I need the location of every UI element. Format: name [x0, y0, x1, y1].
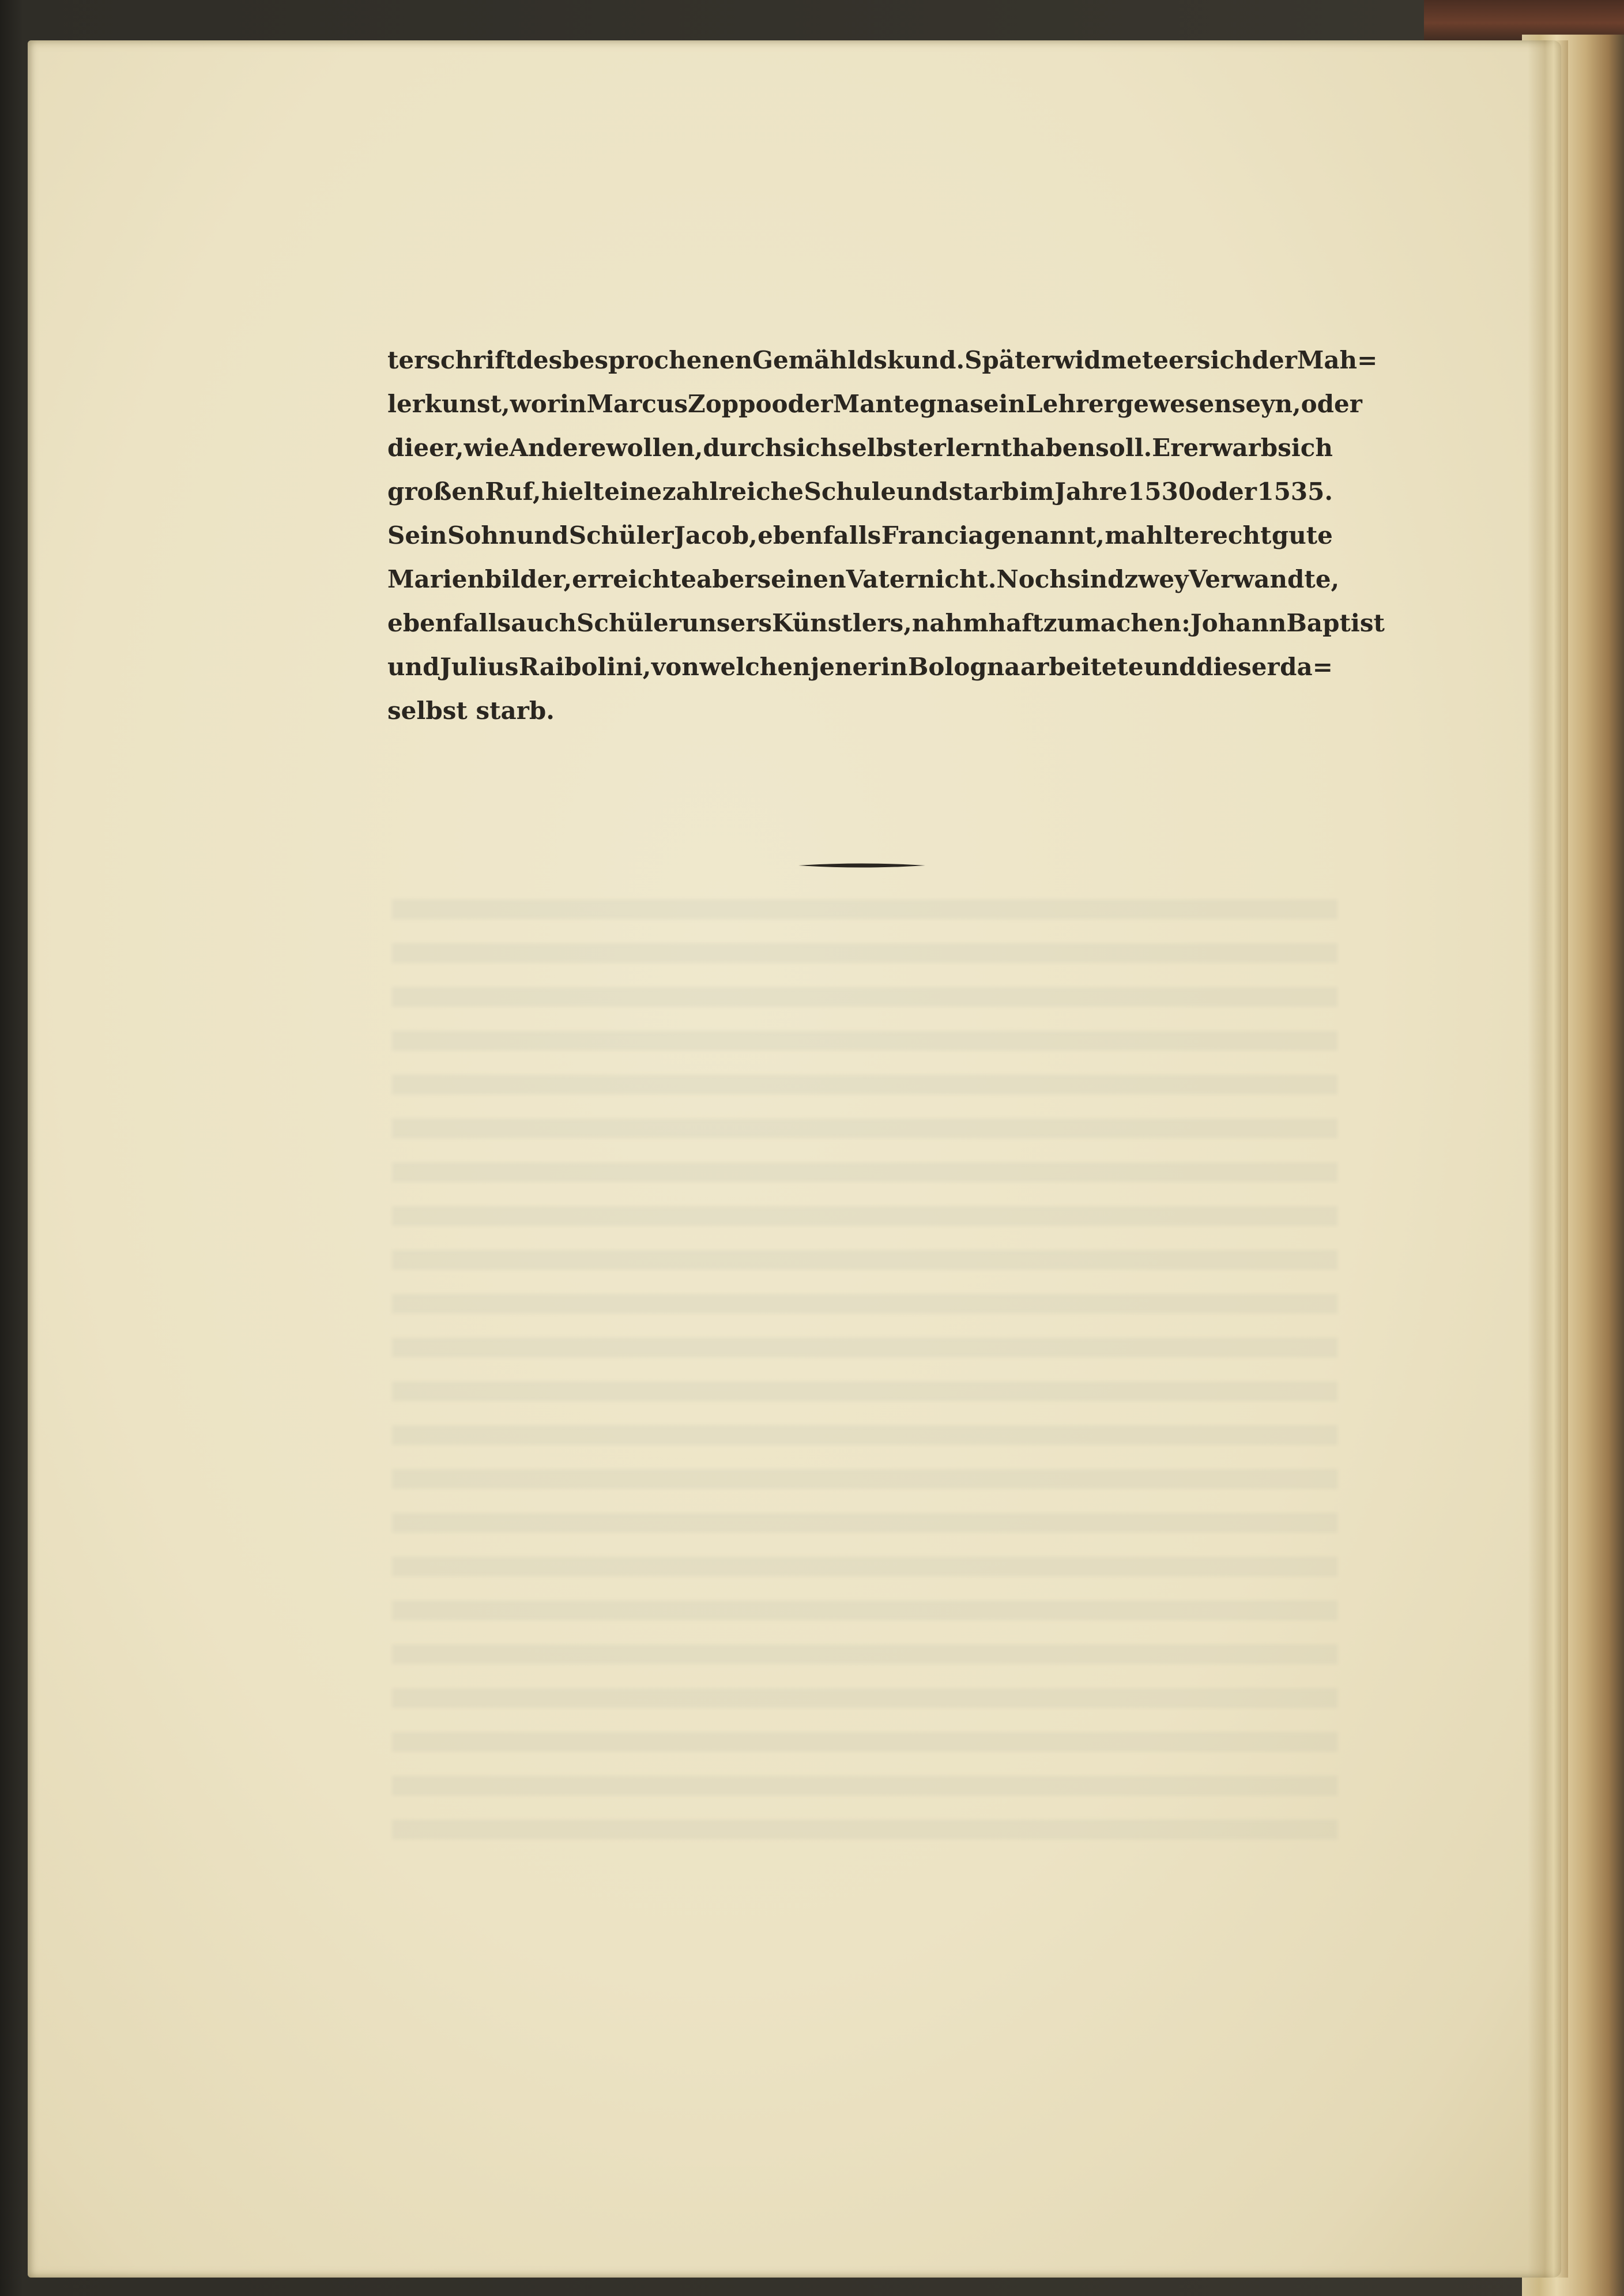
text-word: und: [387, 653, 440, 681]
text-word: Später: [964, 346, 1054, 374]
text-line: [387, 346, 1378, 390]
text-line: [387, 653, 1333, 697]
text-word: wollen,: [606, 434, 703, 462]
text-word: Vater: [846, 565, 918, 593]
text-word: Lehrer: [1026, 390, 1117, 418]
text-word: seinen: [757, 565, 846, 593]
text-word: selbst: [838, 434, 918, 462]
text-word: genannt,: [984, 521, 1105, 549]
text-word: recht: [1200, 521, 1272, 549]
text-word: großen: [387, 477, 485, 506]
text-word: welchen: [699, 653, 811, 681]
text-word: da=: [1280, 653, 1333, 681]
text-word: auch: [511, 609, 577, 637]
text-word: Francia: [881, 521, 984, 549]
tapered-rule-ornament-icon: [798, 861, 925, 870]
text-word: Mah=: [1297, 346, 1378, 374]
text-word: seyn,: [1231, 390, 1301, 418]
text-word: Baptist: [1286, 609, 1385, 637]
text-word: Schüler: [576, 609, 681, 637]
text-word: zahlreiche: [662, 477, 804, 506]
text-word: Mantegna: [832, 390, 970, 418]
text-word: Sohn: [447, 521, 517, 549]
text-word: des: [516, 346, 563, 374]
text-word: arbeitete: [1020, 653, 1144, 681]
text-word: Er: [1152, 434, 1184, 462]
body-text: [387, 346, 1385, 740]
text-line: [387, 609, 1385, 653]
text-word: haben: [1012, 434, 1096, 462]
text-word: nahmhaft: [911, 609, 1043, 637]
text-word: und: [896, 477, 949, 506]
text-word: und: [1144, 653, 1196, 681]
text-word: und: [516, 521, 569, 549]
text-word: terschrift: [387, 346, 517, 374]
text-word: Johann: [1190, 609, 1287, 637]
text-word: Ruf,: [485, 477, 541, 506]
text-word: Julius: [439, 653, 519, 681]
text-word: Sein: [387, 521, 447, 549]
text-word: zu: [1043, 609, 1075, 637]
text-word: im: [1019, 477, 1054, 506]
text-word: die: [387, 434, 429, 462]
text-word: selbst: [387, 697, 468, 725]
text-word: nicht.: [917, 565, 997, 593]
text-word: in: [880, 653, 908, 681]
text-word: dieser: [1196, 653, 1280, 681]
text-line: [387, 390, 1362, 434]
text-word: sein: [970, 390, 1026, 418]
text-word: Verwandte,: [1188, 565, 1340, 593]
text-word: unsers: [681, 609, 773, 637]
text-word: Bologna: [907, 653, 1020, 681]
text-word: oder: [1301, 390, 1362, 418]
text-word: Schule: [804, 477, 896, 506]
text-word: Schüler: [568, 521, 674, 549]
text-word: Künstlers,: [772, 609, 912, 637]
text-line: [387, 434, 1333, 477]
text-word: lerkunst,: [387, 390, 510, 418]
text-word: Raibolini,: [518, 653, 651, 681]
text-word: sind: [1067, 565, 1125, 593]
text-word: kund.: [887, 346, 965, 374]
text-word: oder: [771, 390, 833, 418]
text-word: erwarb: [1183, 434, 1278, 462]
text-word: Jahre: [1054, 477, 1128, 506]
bleed-through-text: [392, 899, 1337, 1851]
text-word: erlernt: [918, 434, 1012, 462]
text-word: der: [1252, 346, 1297, 374]
text-word: 1535.: [1257, 477, 1333, 506]
text-word: sich: [1278, 434, 1333, 462]
text-word: oder: [1195, 477, 1257, 506]
text-word: zwey: [1124, 565, 1189, 593]
text-word: ebenfalls: [387, 609, 511, 637]
text-word: eine: [604, 477, 662, 506]
text-word: jener: [811, 653, 881, 681]
text-line: [387, 521, 1333, 565]
text-word: aber: [696, 565, 758, 593]
text-word: machen:: [1075, 609, 1190, 637]
text-word: hielt: [541, 477, 604, 506]
text-line: [387, 697, 1333, 740]
text-line: [387, 477, 1333, 521]
text-word: starb: [948, 477, 1019, 506]
text-word: Marienbilder,: [387, 565, 572, 593]
text-word: wie: [464, 434, 510, 462]
text-word: besprochenen: [562, 346, 753, 374]
text-word: ebenfalls: [758, 521, 881, 549]
page-gutter: [1528, 40, 1568, 2278]
text-word: gute: [1271, 521, 1333, 549]
text-word: Marcus: [586, 390, 688, 418]
text-word: widmete: [1054, 346, 1169, 374]
text-word: mahlte: [1105, 521, 1200, 549]
text-word: worin: [510, 390, 587, 418]
text-word: soll.: [1095, 434, 1152, 462]
text-word: Zoppo: [688, 390, 772, 418]
text-word: er: [1169, 346, 1197, 374]
text-line: [387, 565, 1340, 609]
text-word: von: [651, 653, 699, 681]
text-word: starb.: [476, 697, 555, 725]
text-word: Andere: [509, 434, 606, 462]
text-word: er,: [429, 434, 464, 462]
text-word: 1530: [1128, 477, 1196, 506]
text-word: gewesen: [1116, 390, 1232, 418]
text-word: sich: [782, 434, 838, 462]
text-word: Jacob,: [674, 521, 758, 549]
text-word: sich: [1196, 346, 1252, 374]
text-word: erreichte: [572, 565, 696, 593]
text-word: Noch: [996, 565, 1067, 593]
text-word: Gemählds: [752, 346, 887, 374]
text-word: durch: [703, 434, 783, 462]
